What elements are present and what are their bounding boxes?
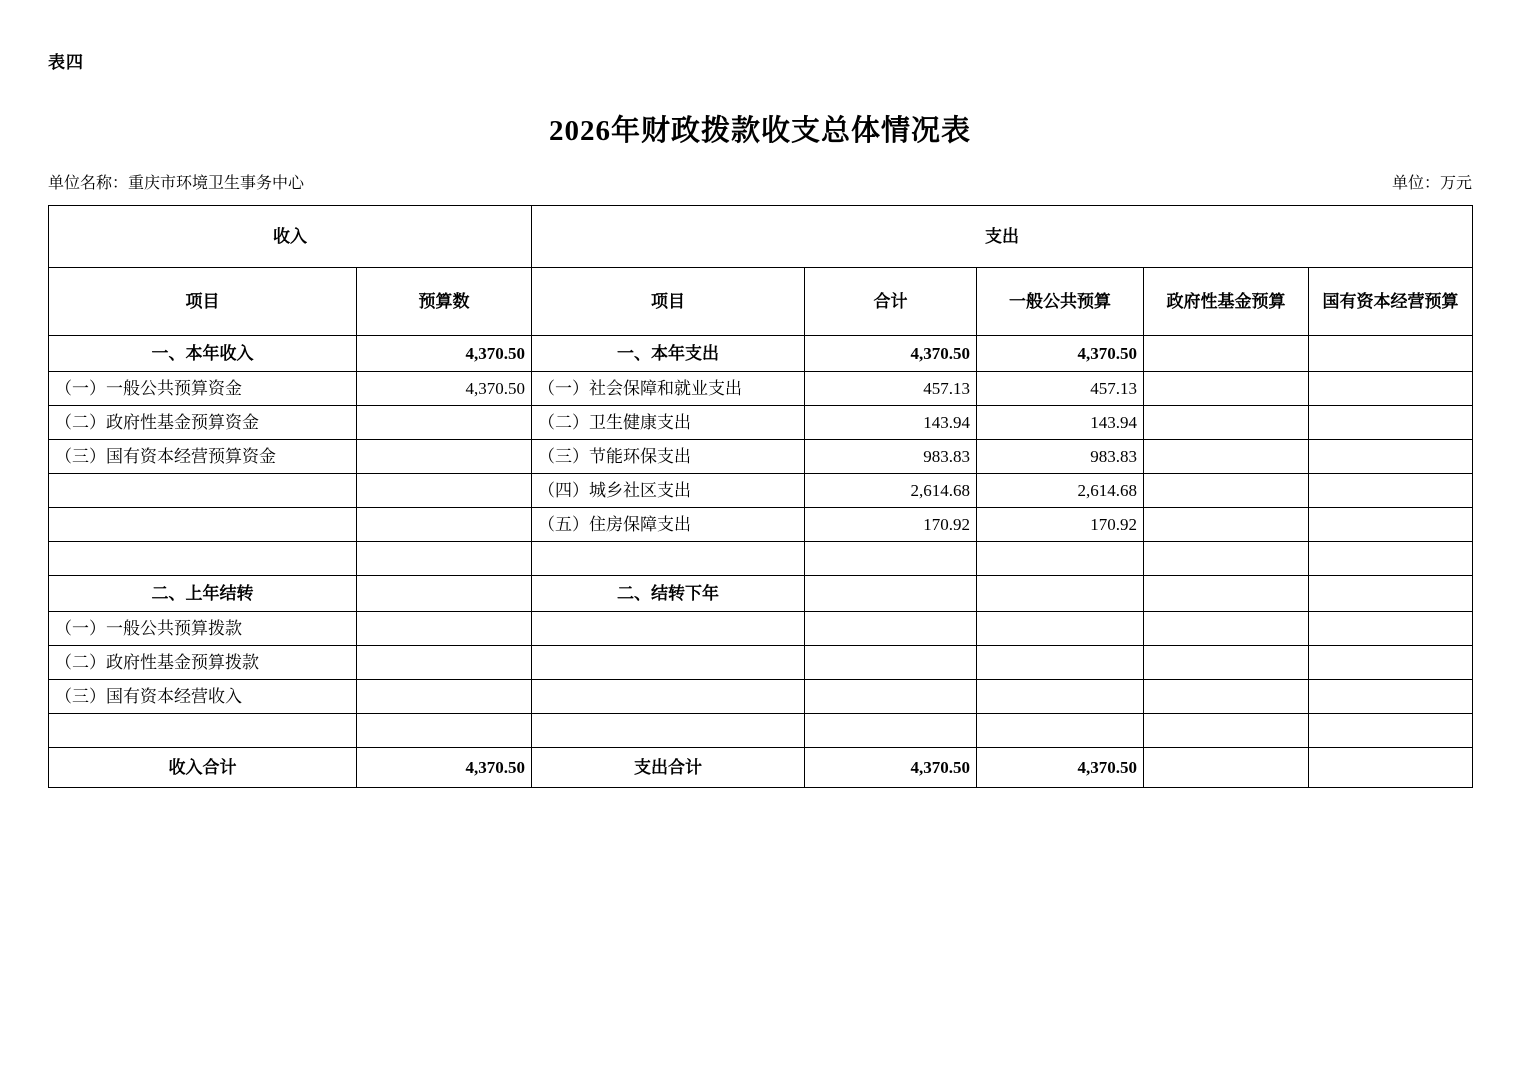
expenditure-capital: [1309, 372, 1473, 406]
expenditure-general: [977, 680, 1144, 714]
column-header-exp-total: 合计: [805, 268, 977, 336]
expenditure-total: 4,370.50: [805, 336, 977, 372]
expenditure-general: 457.13: [977, 372, 1144, 406]
expenditure-general: [977, 576, 1144, 612]
income-label: （二）政府性基金预算资金: [49, 406, 357, 440]
expenditure-fund: [1144, 646, 1309, 680]
expenditure-capital: [1309, 406, 1473, 440]
expenditure-label: 一、本年支出: [532, 336, 805, 372]
unit-measure-label: 单位：万元: [1391, 175, 1472, 192]
income-value: [357, 680, 532, 714]
expenditure-label: [532, 680, 805, 714]
expenditure-fund: [1144, 680, 1309, 714]
income-value: [357, 440, 532, 474]
expenditure-total: [805, 542, 977, 576]
expenditure-fund: [1144, 508, 1309, 542]
expenditure-fund: [1144, 576, 1309, 612]
expenditure-label: （五）住房保障支出: [532, 508, 805, 542]
income-value: [357, 714, 532, 748]
expenditure-label: （四）城乡社区支出: [532, 474, 805, 508]
expenditure-total: 143.94: [805, 406, 977, 440]
column-header-exp-general: 一般公共预算: [977, 268, 1144, 336]
expenditure-capital: [1309, 612, 1473, 646]
unit-name-label: 单位名称：重庆市环境卫生事务中心: [48, 175, 305, 192]
expenditure-fund: [1144, 612, 1309, 646]
meta-row: [48, 170, 1472, 192]
column-header-income-budget: 预算数: [357, 268, 532, 336]
expenditure-total: 170.92: [805, 508, 977, 542]
column-header-exp-fund: 政府性基金预算: [1144, 268, 1309, 336]
expenditure-capital: [1309, 474, 1473, 508]
expenditure-general: 4,370.50: [977, 336, 1144, 372]
table-row: [49, 714, 1473, 748]
expenditure-capital: [1309, 714, 1473, 748]
income-label: （一）一般公共预算拨款: [49, 612, 357, 646]
expenditure-capital: [1309, 576, 1473, 612]
column-header-exp-item: 项目: [532, 268, 805, 336]
expenditure-total: [805, 646, 977, 680]
expenditure-capital: [1309, 542, 1473, 576]
income-label: [49, 474, 357, 508]
table-row: [49, 406, 1473, 440]
expenditure-fund: [1144, 440, 1309, 474]
income-total-value: 4,370.50: [357, 748, 532, 788]
income-value: 4,370.50: [357, 372, 532, 406]
expenditure-general: 143.94: [977, 406, 1144, 440]
expenditure-fund: [1144, 542, 1309, 576]
table-row: [49, 576, 1473, 612]
expenditure-label: （一）社会保障和就业支出: [532, 372, 805, 406]
expenditure-fund: [1144, 336, 1309, 372]
expenditure-general: 170.92: [977, 508, 1144, 542]
table-row: [49, 612, 1473, 646]
expenditure-total-label: 支出合计: [532, 748, 805, 788]
expenditure-capital: [1309, 440, 1473, 474]
table-row: [49, 680, 1473, 714]
income-value: [357, 508, 532, 542]
income-label: [49, 542, 357, 576]
budget-table: [48, 205, 1473, 788]
expenditure-total: [805, 576, 977, 612]
income-value: [357, 406, 532, 440]
income-value: [357, 646, 532, 680]
income-label: [49, 714, 357, 748]
table-row: [49, 440, 1473, 474]
expenditure-general: 2,614.68: [977, 474, 1144, 508]
income-label: （三）国有资本经营收入: [49, 680, 357, 714]
expenditure-label: [532, 646, 805, 680]
table-total-row: [49, 748, 1473, 788]
expenditure-fund: [1144, 714, 1309, 748]
income-total-label: 收入合计: [49, 748, 357, 788]
income-label: （二）政府性基金预算拨款: [49, 646, 357, 680]
expenditure-total: [805, 612, 977, 646]
income-label: 二、上年结转: [49, 576, 357, 612]
table-body: [49, 206, 1473, 788]
income-label: （一）一般公共预算资金: [49, 372, 357, 406]
expenditure-general: 983.83: [977, 440, 1144, 474]
income-label: （三）国有资本经营预算资金: [49, 440, 357, 474]
expenditure-label: [532, 714, 805, 748]
table-row: [49, 372, 1473, 406]
table-row: [49, 336, 1473, 372]
expenditure-total-value: 4,370.50: [805, 748, 977, 788]
expenditure-total: 983.83: [805, 440, 977, 474]
expenditure-label: [532, 542, 805, 576]
table-group-header-row: [49, 206, 1473, 268]
expenditure-fund: [1144, 474, 1309, 508]
expenditure-general: [977, 542, 1144, 576]
expenditure-capital: [1309, 646, 1473, 680]
expenditure-general: [977, 612, 1144, 646]
group-header-income: 收入: [49, 206, 532, 268]
table-row: [49, 508, 1473, 542]
expenditure-total: 2,614.68: [805, 474, 977, 508]
table-row: [49, 542, 1473, 576]
sheet-label: 表四: [48, 53, 84, 72]
expenditure-total-general: 4,370.50: [977, 748, 1144, 788]
expenditure-general: [977, 714, 1144, 748]
table-row: [49, 646, 1473, 680]
column-header-exp-capital: 国有资本经营预算: [1309, 268, 1473, 336]
expenditure-fund: [1144, 406, 1309, 440]
expenditure-capital: [1309, 508, 1473, 542]
expenditure-label: [532, 612, 805, 646]
income-label: 一、本年收入: [49, 336, 357, 372]
expenditure-total-capital: [1309, 748, 1473, 788]
expenditure-label: （二）卫生健康支出: [532, 406, 805, 440]
expenditure-total-fund: [1144, 748, 1309, 788]
table-row: [49, 474, 1473, 508]
expenditure-label: （三）节能环保支出: [532, 440, 805, 474]
income-label: [49, 508, 357, 542]
expenditure-label: 二、结转下年: [532, 576, 805, 612]
table-column-header-row: [49, 268, 1473, 336]
expenditure-fund: [1144, 372, 1309, 406]
expenditure-capital: [1309, 680, 1473, 714]
column-header-income-item: 项目: [49, 268, 357, 336]
expenditure-total: [805, 680, 977, 714]
expenditure-total: 457.13: [805, 372, 977, 406]
expenditure-total: [805, 714, 977, 748]
group-header-expenditure: 支出: [532, 206, 1473, 268]
income-value: [357, 542, 532, 576]
page-title: 2026年财政拨款收支总体情况表: [548, 115, 971, 147]
income-value: [357, 576, 532, 612]
income-value: [357, 474, 532, 508]
expenditure-general: [977, 646, 1144, 680]
expenditure-capital: [1309, 336, 1473, 372]
income-value: 4,370.50: [357, 336, 532, 372]
income-value: [357, 612, 532, 646]
